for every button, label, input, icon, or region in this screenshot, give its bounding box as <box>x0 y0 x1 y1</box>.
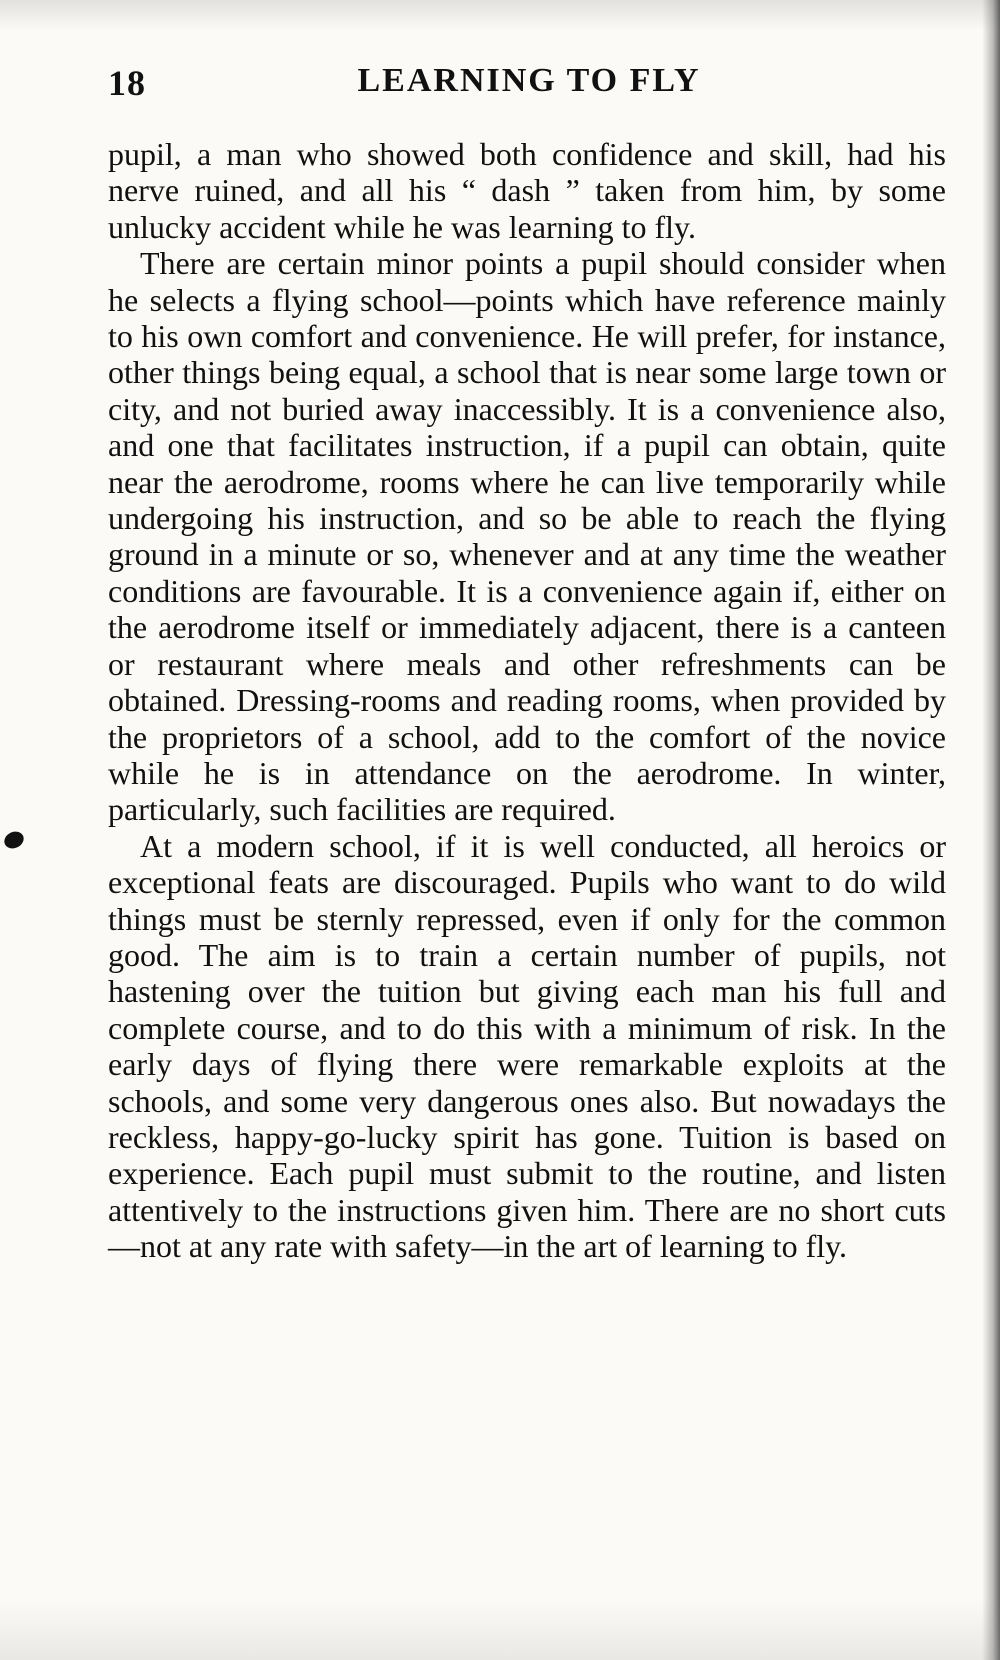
scan-top-edge <box>0 0 1000 30</box>
page-binding-shadow <box>982 0 1000 1660</box>
book-title: LEARNING TO FLY <box>357 62 701 99</box>
body-text <box>108 136 946 1265</box>
paragraph-flying-school-points: There are certain minor points a pupil should consider when he selects a flying school—points which have reference mainly to his own comfort and convenience. He will prefer, for instance, other things being equal, a school that is near some large town or city, and not buried away inaccessibly. It is a convenience also, and one that facilitates instruction, if a pupil can obtain, quite near the aerodrome, rooms where he can live temporarily while undergoing his instruction, and so be able to reach the flying ground in a minute or so, whenever and at any time the weather conditions are favourable. It is a convenience again if, either on the aerodrome itself or immediately adjacent, there is a canteen or restaurant where meals and other refreshments can be obtained. Dressing-rooms and reading rooms, when provided by the proprietors of a school, add to the comfort of the novice while he is in attendance on the aerodrome. In winter, particularly, such facilities are required. <box>108 245 946 828</box>
paragraph-modern-school: At a modern school, if it is well conducted, all heroics or exceptional feats are discouraged. Pupils who want to do wild things must be sternly repressed, even if only for the common good. The aim is to train a certain number of pupils, not hastening over the tuition but giving each man his full and complete course, and to do this with a minimum of risk. In the early days of flying there were remarkable exploits at the schools, and some very dangerous ones also. But nowadays the reckless, happy-go-lucky spirit has gone. Tuition is based on experience. Each pupil must submit to the routine, and listen attentively to the instructions given him. There are no short cuts—not at any rate with safety—in the art of learning to fly. <box>108 827 946 1265</box>
ink-blot-mark <box>2 829 27 852</box>
paragraph-continued: pupil, a man who showed both confidence and skill, had his nerve ruined, and all his “ dash ” taken from him, by some unlucky accident while he was learning to fly. <box>108 136 946 245</box>
page-number: 18 <box>108 63 146 103</box>
scan-bottom-edge <box>0 1600 1000 1660</box>
running-head <box>108 62 950 112</box>
